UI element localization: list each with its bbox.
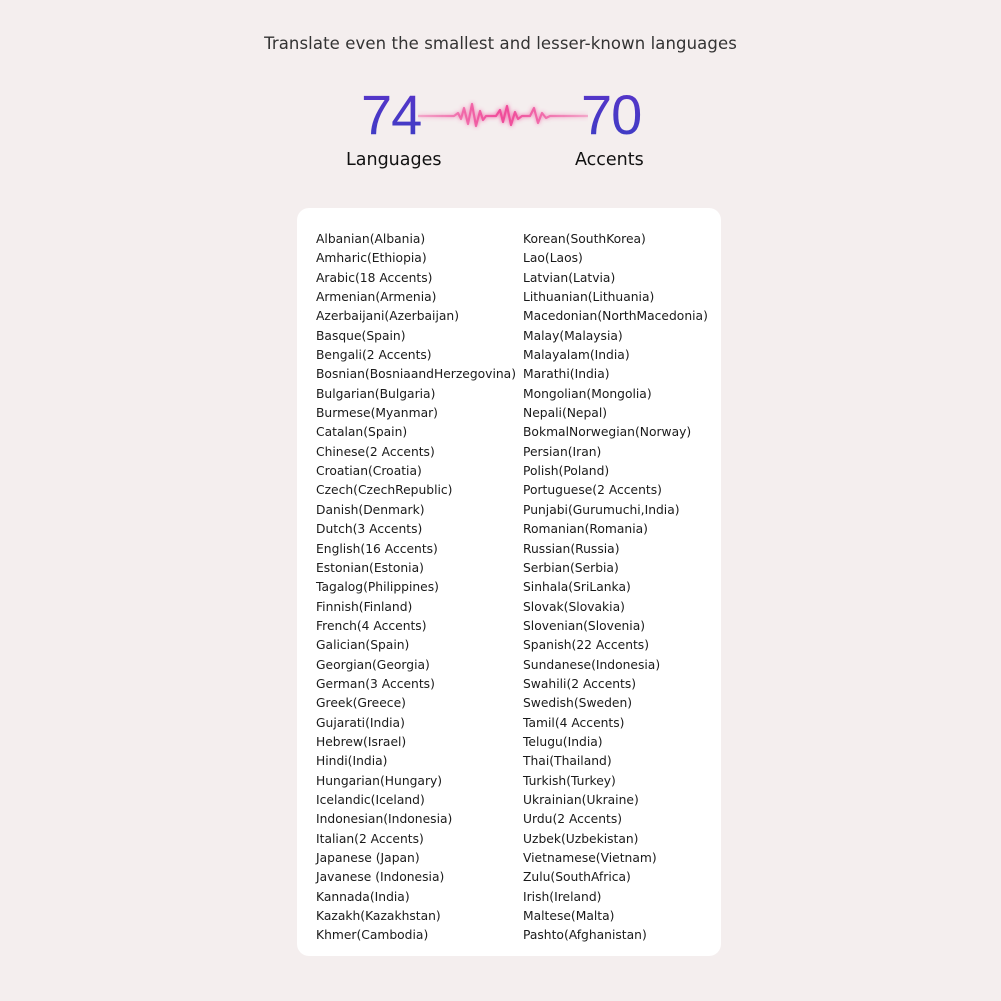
language-item: Thai(Thailand)	[523, 754, 612, 769]
language-item: Swedish(Sweden)	[523, 696, 633, 711]
language-item: Indonesian(Indonesia)	[316, 812, 453, 827]
language-item: Slovak(Slovakia)	[523, 599, 625, 614]
stats-banner	[0, 82, 1001, 182]
language-item: Bosnian(BosniaandHerzegovina)	[316, 367, 516, 382]
language-item: Telugu(India)	[523, 734, 603, 749]
language-item: Azerbaijani(Azerbaijan)	[316, 309, 459, 324]
language-item: Irish(Ireland)	[523, 889, 602, 904]
language-item: Macedonian(NorthMacedonia)	[523, 309, 708, 324]
language-item: Serbian(Serbia)	[523, 560, 619, 575]
language-item: Icelandic(Iceland)	[316, 792, 425, 807]
language-item: Russian(Russia)	[523, 541, 620, 556]
language-item: Nepali(Nepal)	[523, 406, 608, 421]
page-headline: Translate even the smallest and lesser-known languages	[264, 34, 737, 53]
language-item: BokmalNorwegian(Norway)	[523, 425, 692, 440]
language-item: Kannada(India)	[316, 889, 410, 904]
language-item: Gujarati(India)	[316, 715, 405, 730]
language-item: Urdu(2 Accents)	[523, 812, 623, 827]
language-item: Mongolian(Mongolia)	[523, 386, 652, 401]
language-item: English(16 Accents)	[316, 541, 438, 556]
languages-card	[297, 208, 721, 956]
language-item: Sundanese(Indonesia)	[523, 657, 661, 672]
language-item: German(3 Accents)	[316, 676, 435, 691]
language-item: Malay(Malaysia)	[523, 328, 623, 343]
language-item: Javanese (Indonesia)	[316, 870, 445, 885]
language-item: Latvian(Latvia)	[523, 270, 616, 285]
language-item: Basque(Spain)	[316, 328, 406, 343]
language-item: Hindi(India)	[316, 754, 388, 769]
language-item: Romanian(Romania)	[523, 522, 648, 537]
language-item: Turkish(Turkey)	[523, 773, 616, 788]
language-item: Sinhala(SriLanka)	[523, 580, 631, 595]
language-item: Ukrainian(Ukraine)	[523, 792, 639, 807]
language-item: Portuguese(2 Accents)	[523, 483, 662, 498]
language-item: Albanian(Albania)	[316, 232, 426, 246]
language-item: Japanese (Japan)	[316, 851, 420, 865]
language-item: Arabic(18 Accents)	[316, 270, 433, 285]
languages-column-right	[523, 230, 708, 946]
language-item: Hebrew(Israel)	[316, 734, 407, 749]
language-item: Uzbek(Uzbekistan)	[523, 831, 639, 846]
language-item: Vietnamese(Vietnam)	[523, 851, 657, 865]
language-item: Amharic(Ethiopia)	[316, 251, 427, 266]
languages-column-left	[316, 230, 516, 946]
language-item: Hungarian(Hungary)	[316, 773, 443, 788]
language-item: Bengali(2 Accents)	[316, 348, 432, 363]
language-item: Kazakh(Kazakhstan)	[316, 909, 441, 924]
language-item: Malayalam(India)	[523, 348, 630, 363]
language-item: Dutch(3 Accents)	[316, 522, 423, 537]
language-item: Georgian(Georgia)	[316, 657, 430, 672]
language-item: Khmer(Cambodia)	[316, 928, 429, 943]
language-item: Punjabi(Gurumuchi,India)	[523, 502, 680, 517]
language-item: Burmese(Myanmar)	[316, 406, 438, 421]
language-item: Slovenian(Slovenia)	[523, 618, 646, 633]
language-item: Tagalog(Philippines)	[316, 580, 439, 595]
language-item: Tamil(4 Accents)	[523, 715, 625, 730]
language-item: Pashto(Afghanistan)	[523, 928, 647, 943]
language-item: Zulu(SouthAfrica)	[523, 870, 631, 885]
language-item: Bulgarian(Bulgaria)	[316, 386, 436, 401]
accents-label: Accents	[575, 150, 644, 170]
language-item: Czech(CzechRepublic)	[316, 483, 453, 498]
language-item: Maltese(Malta)	[523, 909, 615, 924]
language-item: Italian(2 Accents)	[316, 831, 424, 846]
language-item: Chinese(2 Accents)	[316, 444, 435, 459]
language-item: Korean(SouthKorea)	[523, 232, 646, 246]
language-item: Greek(Greece)	[316, 696, 406, 711]
language-item: Spanish(22 Accents)	[523, 638, 650, 653]
language-item: Catalan(Spain)	[316, 425, 408, 440]
language-item: Danish(Denmark)	[316, 502, 425, 517]
language-item: French(4 Accents)	[316, 618, 427, 633]
language-item: Finnish(Finland)	[316, 599, 413, 614]
accents-count: 70	[581, 83, 642, 146]
language-item: Polish(Poland)	[523, 464, 610, 479]
languages-label: Languages	[346, 150, 442, 170]
languages-count: 74	[361, 83, 422, 146]
language-item: Galician(Spain)	[316, 638, 410, 653]
language-item: Marathi(India)	[523, 367, 610, 382]
language-item: Armenian(Armenia)	[316, 290, 437, 305]
language-item: Lao(Laos)	[523, 251, 583, 266]
language-item: Lithuanian(Lithuania)	[523, 290, 655, 305]
language-item: Croatian(Croatia)	[316, 464, 422, 479]
language-item: Swahili(2 Accents)	[523, 676, 637, 691]
language-item: Persian(Iran)	[523, 444, 602, 459]
language-item: Estonian(Estonia)	[316, 560, 424, 575]
heartbeat-pulse-icon	[418, 96, 588, 136]
